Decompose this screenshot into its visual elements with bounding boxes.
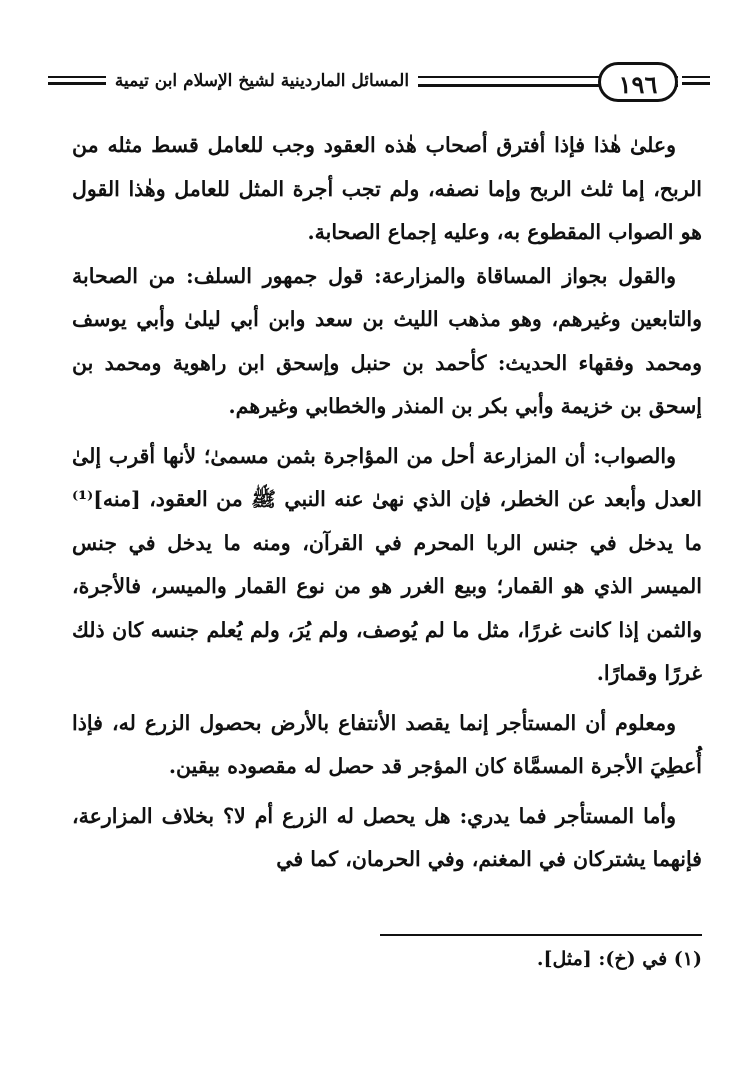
footnote-separator [380, 934, 702, 936]
header-ornament-right [678, 74, 710, 88]
paragraph: وعلىٰ هٰذا فإذا أفترق أصحاب هٰذه العقود وجب للعامل قسط مثله من الربح، إما ثلث الربح وإما نصفه، ولم تجب أجرة المثل للعامل وهٰذا القول هو الصواب المقطوع به، وعليه إجماع الصحابة. [72, 133, 702, 244]
page-number: ١٩٦ [598, 62, 678, 102]
page-header [48, 62, 710, 106]
paragraph: ومعلوم أن المستأجر إنما يقصد الأنتفاع بالأرض بحصول الزرع له، فإذا أُعطِيَ الأجرة المسمَّاة كان المؤجر قد حصل له مقصوده بيقين. [72, 710, 702, 778]
footnote: (١) في (خ): [مثل]. [536, 948, 702, 970]
running-title: المسائل الماردينية لشيخ الإسلام ابن تيمية [106, 66, 418, 96]
paragraph: وأما المستأجر فما يدري: هل يحصل له الزرع أم لا؟ بخلاف المزارعة، فإنهما يشتركان في المغنم، وفي الحرمان، كما في [72, 803, 702, 871]
main-text [72, 124, 702, 882]
paragraph: والقول بجواز المساقاة والمزارعة: قول جمهور السلف: من الصحابة والتابعين وغيرهم، وهو مذهب الليث بن سعد وابن أبي ليلىٰ وأبي يوسف ومحمد وفقهاء الحديث: كأحمد بن حنبل وإسحق ابن راهوية ومحمد بن إسحق بن خزيمة وأبي بكر بن المنذر والخطابي وغيرهم. [72, 263, 702, 418]
header-ornament-left [48, 74, 108, 88]
paragraph: والصواب: أن المزارعة أحل من المؤاجرة بثمن مسمىٰ؛ لأنها أقرب إلىٰ العدل وأبعد عن الخطر، فإن الذي نهىٰ عنه النبي ﷺ من العقود، [منه]⁽¹⁾ ما يدخل في جنس الربا المحرم في القرآن، ومنه ما يدخل في جنس الميسر الذي هو القمار؛ وبيع الغرر هو من نوع القمار والميسر، فالأجرة، والثمن إذا كانت غررًا، مثل ما لم يُوصف، ولم يُرَ، ولم يُعلم جنسه كان ذلك غررًا وقمارًا. [72, 443, 702, 685]
